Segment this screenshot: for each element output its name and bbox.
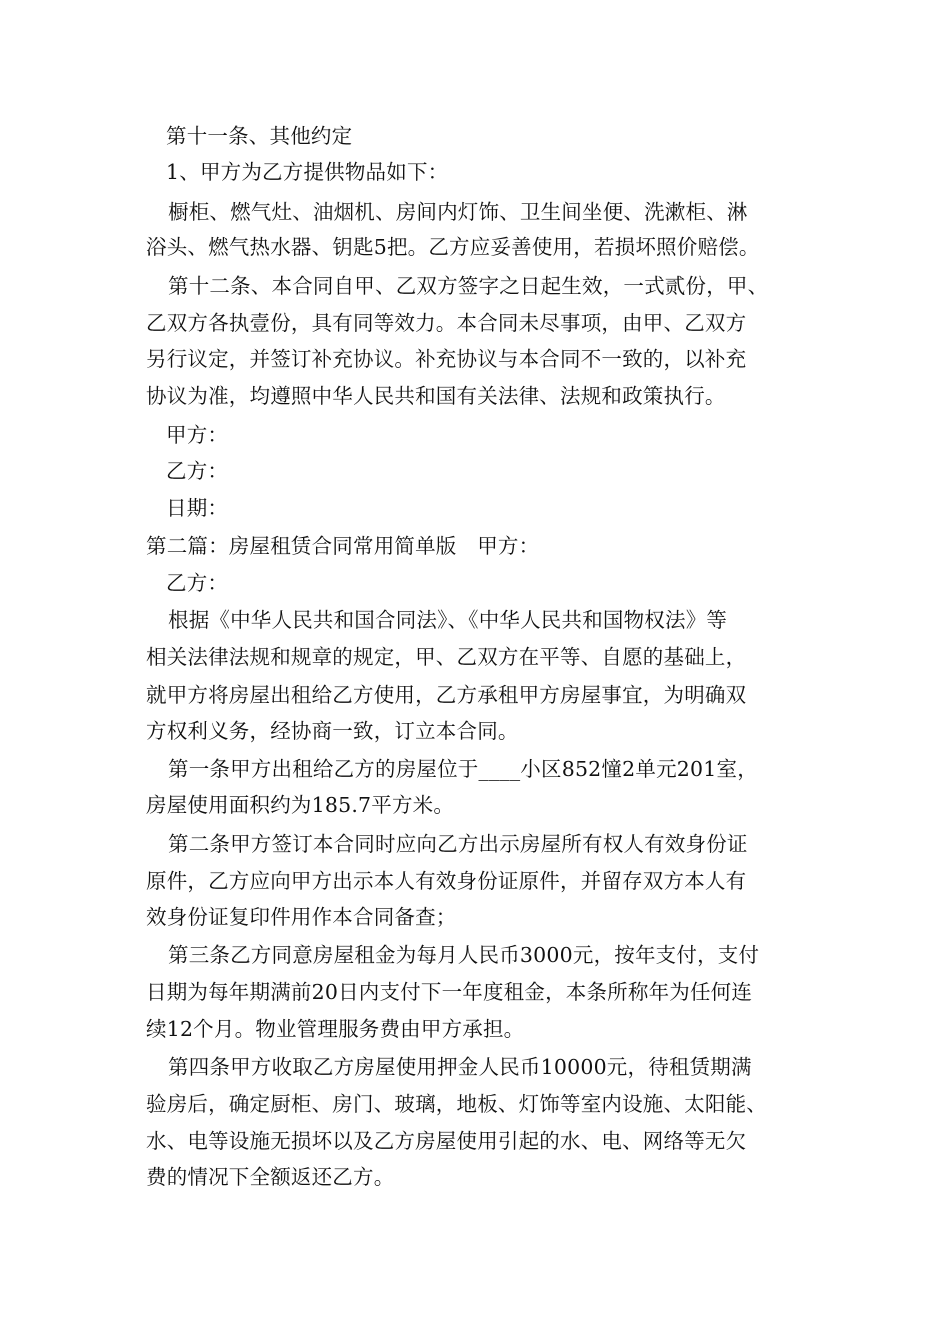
preamble-line: 根据《中华人民共和国合同法》、《中华人民共和国物权法》等	[168, 608, 728, 632]
paragraph-line: 房屋使用面积约为185.7平方米。	[146, 793, 455, 817]
paragraph-line: 费的情况下全额返还乙方。	[146, 1165, 395, 1189]
paragraph-line: 协议为准，均遵照中华人民共和国有关法律、法规和政策执行。	[146, 384, 726, 408]
section-2-heading: 第二篇：房屋租赁合同常用简单版 甲方：	[146, 534, 540, 558]
article-4-line: 第四条甲方收取乙方房屋使用押金人民币10000元，待租赁期满	[168, 1055, 752, 1079]
paragraph-line: 方权利义务，经协商一致，订立本合同。	[146, 719, 519, 743]
article-12-line: 第十二条、本合同自甲、乙双方签字之日起生效，一式贰份，甲、	[168, 274, 769, 298]
paragraph-line: 另行议定，并签订补充协议。补充协议与本合同不一致的，以补充	[146, 347, 747, 371]
paragraph-line: 日期为每年期满前20日内支付下一年度租金，本条所称年为任何连	[146, 980, 753, 1004]
article-2-line: 第二条甲方签订本合同时应向乙方出示房屋所有权人有效身份证	[168, 832, 748, 856]
paragraph-line: 续12个月。物业管理服务费由甲方承担。	[146, 1017, 525, 1041]
date-label: 日期：	[166, 496, 229, 520]
paragraph-line: 水、电等设施无损坏以及乙方房屋使用引起的水、电、网络等无欠	[146, 1129, 747, 1153]
party-a-signature-label: 甲方：	[166, 423, 229, 447]
paragraph-line: 浴头、燃气热水器、钥匙5把。乙方应妥善使用，若损坏照价赔偿。	[146, 235, 760, 259]
paragraph-line: 验房后，确定厨柜、房门、玻璃，地板、灯饰等室内设施、太阳能、	[146, 1092, 767, 1116]
paragraph-line: 效身份证复印件用作本合同备查；	[146, 905, 457, 929]
article-11-item-1: 1、甲方为乙方提供物品如下：	[166, 160, 449, 184]
party-b-label: 乙方：	[166, 571, 229, 595]
article-11-heading: 第十一条、其他约定	[166, 124, 353, 148]
paragraph-line: 原件，乙方应向甲方出示本人有效身份证原件，并留存双方本人有	[146, 869, 747, 893]
article-1-line: 第一条甲方出租给乙方的房屋位于____小区852憧2单元201室，	[168, 757, 758, 781]
paragraph-line: 相关法律法规和规章的规定，甲、乙双方在平等、自愿的基础上，	[146, 645, 747, 669]
paragraph-line: 乙双方各执壹份，具有同等效力。本合同未尽事项，由甲、乙双方	[146, 311, 747, 335]
paragraph-line: 就甲方将房屋出租给乙方使用，乙方承租甲方房屋事宜，为明确双	[146, 683, 747, 707]
article-3-line: 第三条乙方同意房屋租金为每月人民币3000元，按年支付，支付	[168, 943, 760, 967]
paragraph-line: 橱柜、燃气灶、油烟机、房间内灯饰、卫生间坐便、洗漱柜、淋	[168, 200, 748, 224]
party-b-signature-label: 乙方：	[166, 459, 229, 483]
